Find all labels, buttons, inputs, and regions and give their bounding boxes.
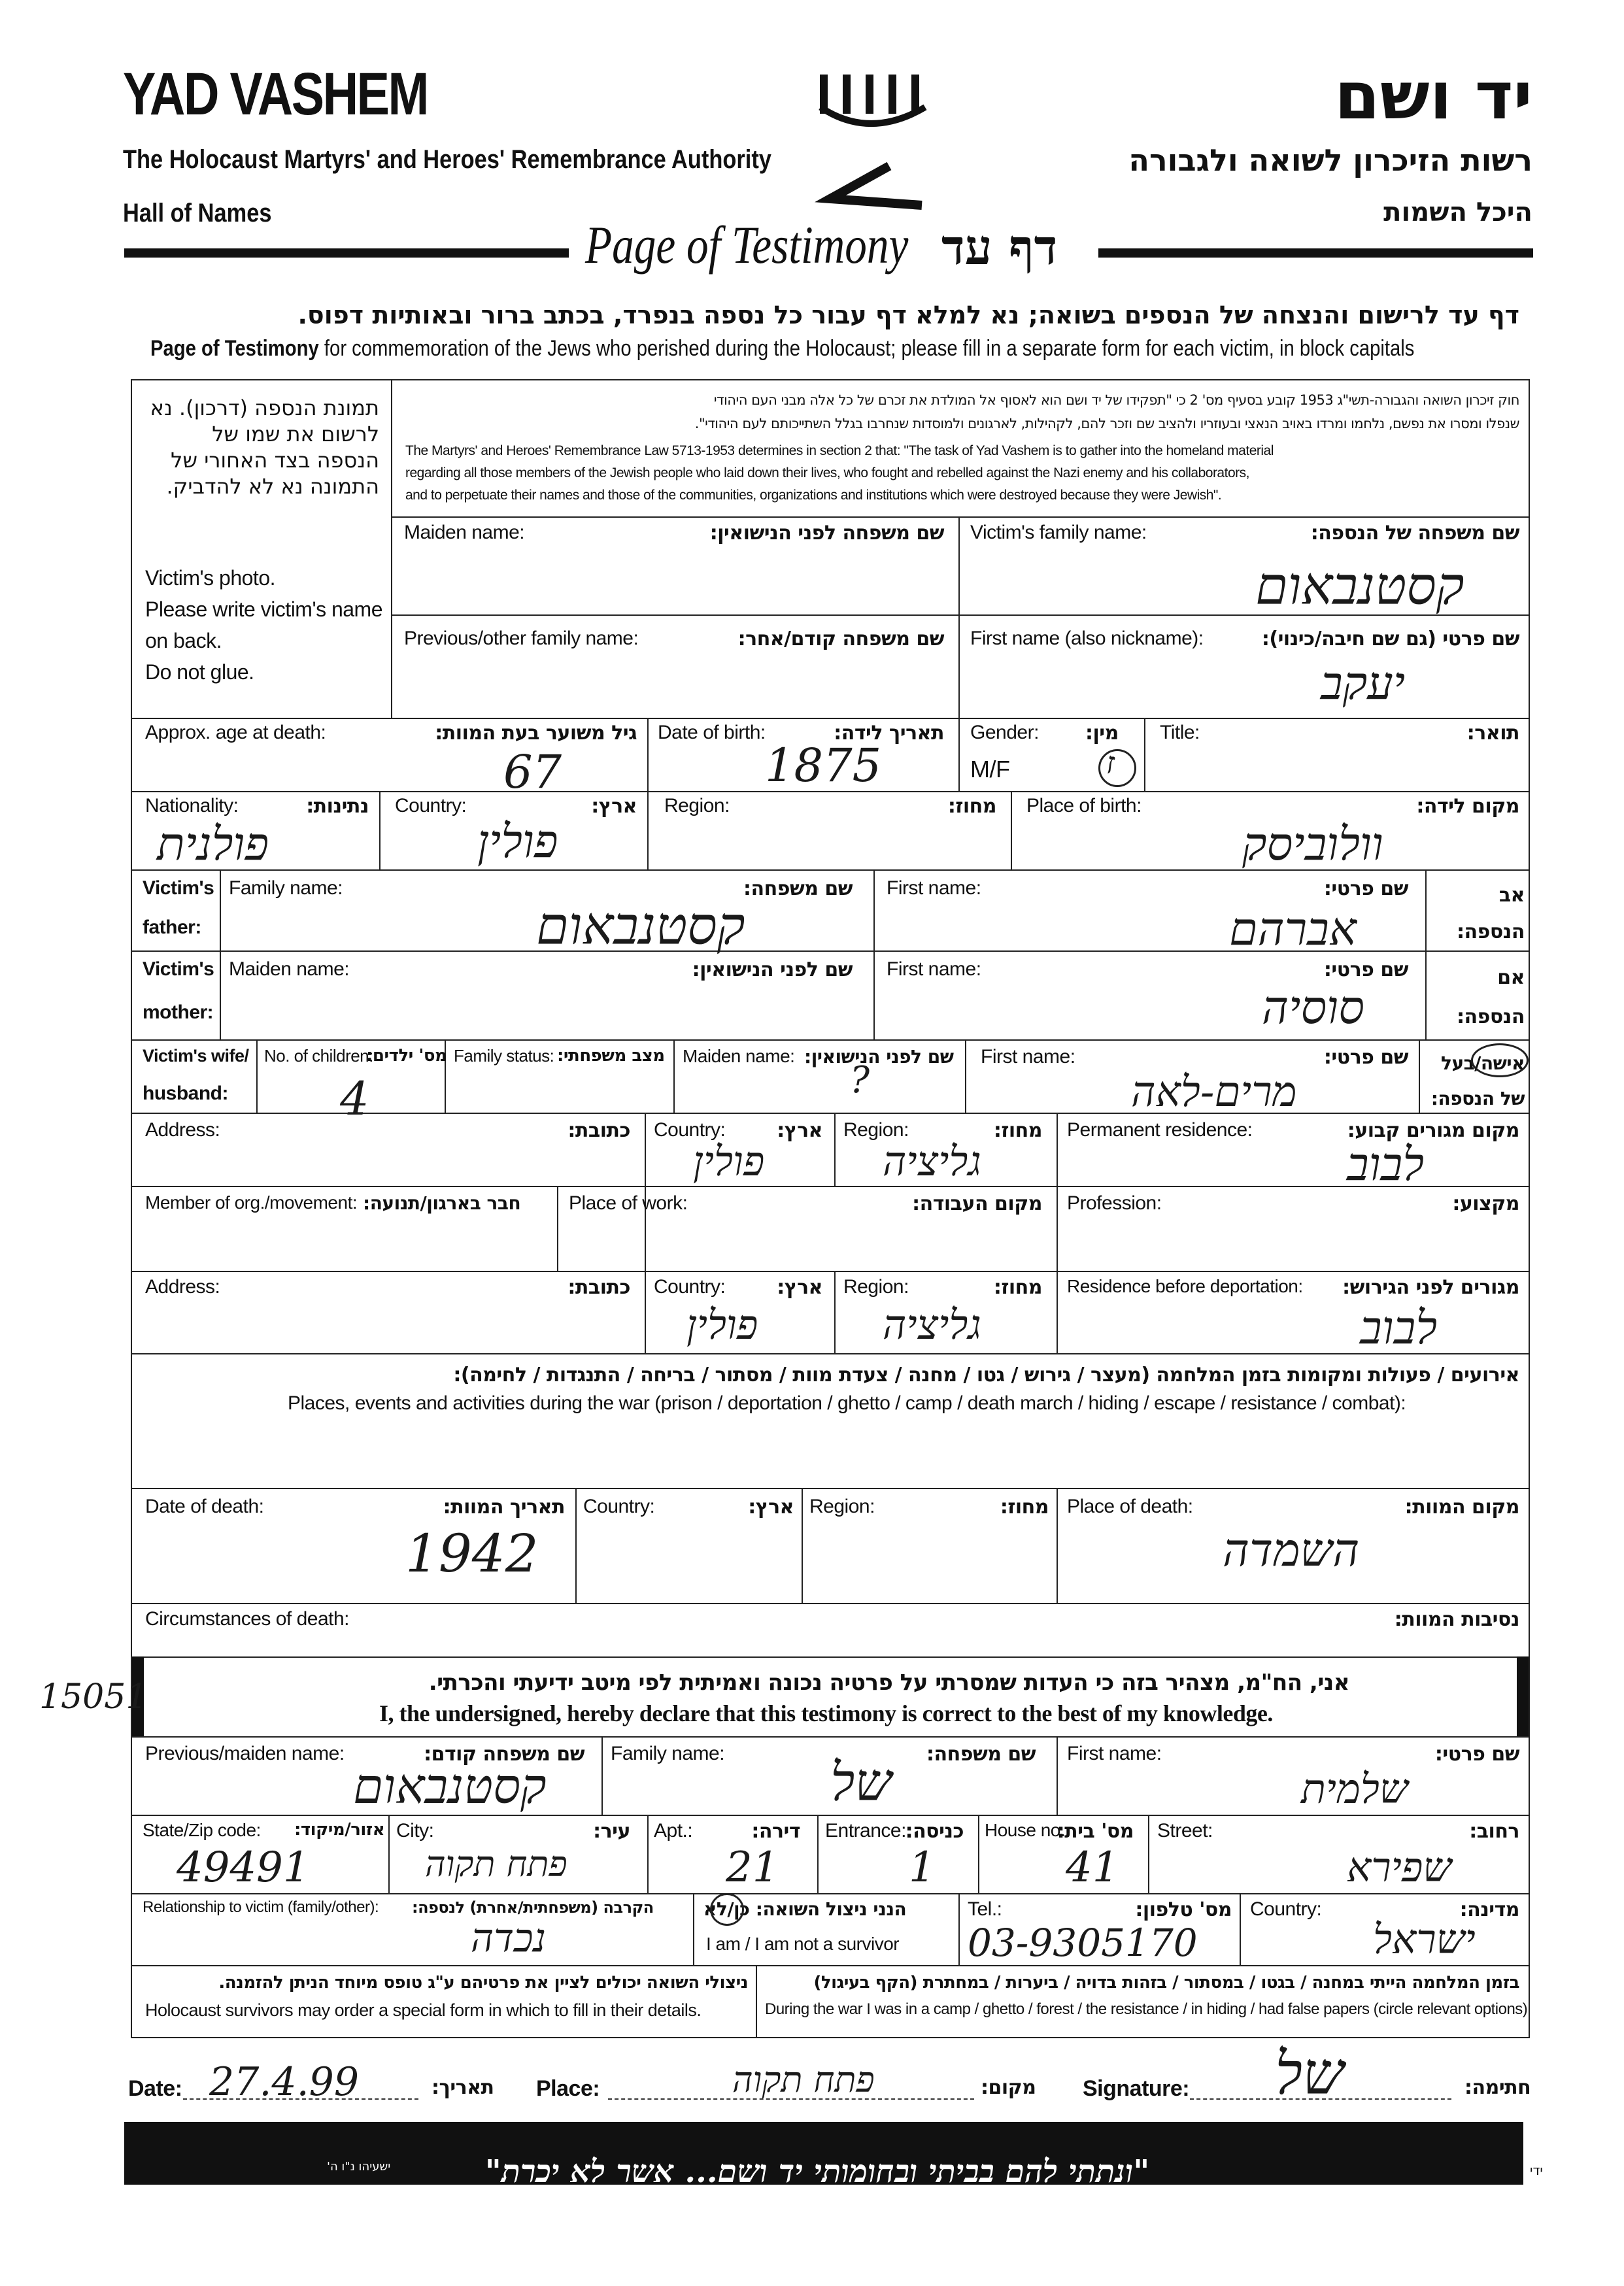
circumstances-label-he: נסיבות המוות: <box>1394 1608 1519 1631</box>
addr-country-label-en: Country: <box>654 1119 726 1141</box>
spouse-label-en-2: husband: <box>143 1083 228 1104</box>
place-of-death: השמדה <box>1223 1523 1360 1577</box>
relationship-label-he: הקרבה (משפחתית/אחרת) לנספה: <box>412 1898 654 1917</box>
father-label-he: אב הנספה: <box>1457 884 1525 943</box>
family-status-label-he: מצב משפחתי: <box>557 1046 665 1066</box>
title-label-he: תואר: <box>1466 722 1519 745</box>
address-country: פולין <box>693 1137 765 1185</box>
sub-prev-label-he: שם משפחה קודם: <box>424 1743 584 1766</box>
children-count: 4 <box>340 1072 369 1126</box>
mother-label-en-1: Victim's <box>143 958 214 980</box>
circumstances-label-en: Circumstances of death: <box>145 1608 349 1630</box>
place-label-en: Place: <box>536 2076 600 2101</box>
footer-quote: "ונתתי להם בביתי ובחומותי יד ושם... אשר לא יכרת" <box>484 2153 1150 2190</box>
org-name-he: יד ושם <box>1334 58 1532 134</box>
victim-place-of-birth: וולוביסק <box>1242 817 1383 871</box>
mother-maiden-label-en: Maiden name: <box>229 958 350 980</box>
prev-family-label-he: שם משפחה קודם/אחר: <box>737 628 944 650</box>
prev-family-label-en: Previous/other family name: <box>404 628 639 649</box>
father-family-label-en: Family name: <box>229 877 343 899</box>
org-name-en: YAD VASHEM <box>123 61 428 127</box>
region-label-he: מחוז: <box>947 795 996 818</box>
signature: של <box>1275 2040 1344 2108</box>
spouse-label-he: אישה/בעל של הנספה: <box>1430 1052 1525 1109</box>
title-bar-right <box>1098 248 1533 258</box>
submitter-country: ישראל <box>1373 1915 1476 1963</box>
dep-region-label-en: Region: <box>843 1276 909 1298</box>
authority-he: רשות הזיכרון לשואה ולגבורה <box>1128 143 1532 178</box>
victim-family-label-en: Victim's family name: <box>970 522 1147 543</box>
declaration-he: אני, הח"מ, מצהיר בזה כי העדות שמסרתי על פרטיה נכונה ואמיתית לפי מיטב ידיעתי והכרתי. <box>428 1670 1349 1696</box>
survivor-label-he: הנני ניצול השואה: כן/לא <box>703 1898 907 1920</box>
dob-label-en: Date of birth: <box>658 722 766 743</box>
page-title-en: Page of Testimony <box>585 215 909 275</box>
submitter-apt: 21 <box>726 1843 779 1892</box>
spouse-label-en-1: Victim's wife/ <box>143 1046 249 1066</box>
member-label-en: Member of org./movement: <box>145 1192 358 1213</box>
city-label-he: עיר: <box>593 1820 630 1843</box>
law-en-2: regarding all those members of the Jewish people who laid down their lives, who fought and rebelled against the Nazi enemy and his collaborators, <box>405 465 1249 480</box>
zip-label-en: State/Zip code: <box>143 1820 261 1840</box>
yad-vashem-logo <box>811 68 941 218</box>
footer-source: ישעיהו נ"ו ה' <box>327 2160 391 2174</box>
maiden-label-en: Maiden name: <box>404 522 525 543</box>
perm-res-label-he: מקום מגורים קבוע: <box>1347 1119 1519 1142</box>
resbefore-label-he: מגורים לפני הגירוש: <box>1342 1276 1519 1299</box>
father-first-label-en: First name: <box>887 877 981 899</box>
first-name-label-he: שם פרטי (גם שם חיבה/כינוי): <box>1261 628 1519 650</box>
title-bar-left <box>124 248 569 258</box>
spouse-circle <box>1471 1043 1529 1077</box>
death-region-label-he: מחוז: <box>1000 1496 1049 1519</box>
law-en-1: The Martyrs' and Heroes' Remembrance Law 5713-1953 determines in section 2 that: "The task of Yad Vashem is to gather into the homeland material <box>405 443 1274 458</box>
sub-family-label-en: Family name: <box>611 1743 725 1764</box>
resbefore-label-en: Residence before deportation: <box>1067 1276 1303 1296</box>
mother-first-label-he: שם פרטי: <box>1323 958 1408 981</box>
during-war-en: During the war I was in a camp / ghetto / forest / the resistance / in hiding / had false papers (circle relevant options) <box>765 2000 1528 2018</box>
children-label-en: No. of children: <box>264 1046 373 1066</box>
street-label-en: Street: <box>1157 1820 1213 1841</box>
submitter-house: 41 <box>1066 1843 1119 1892</box>
sub-country-label-he: מדינה: <box>1459 1898 1519 1921</box>
address2-label-en: Address: <box>145 1276 220 1298</box>
victim-family-label-he: שם משפחה של הנספה: <box>1310 522 1519 545</box>
during-war-he: בזמן המלחמה הייתי במחנה / בגטו / במסתור / בזהות בדויה / ביערות / במחתרת (הקף בעיגול) <box>813 1973 1519 1992</box>
father-first-name: אברהם <box>1229 902 1357 956</box>
submitter-phone: 03-9305170 <box>968 1921 1198 1965</box>
submitter-zip: 49491 <box>177 1843 310 1892</box>
sub-prev-label-en: Previous/maiden name: <box>145 1743 345 1764</box>
family-status-label-en: Family status: <box>454 1046 554 1066</box>
zip-label-he: אזור/מיקוד: <box>294 1820 385 1840</box>
spouse-first-name: מרים-לאה <box>1131 1068 1297 1117</box>
submission-date: 27.4.99 <box>209 2059 360 2105</box>
pod-label-he: מקום המוות: <box>1404 1496 1519 1519</box>
dod-label-he: תאריך המוות: <box>443 1496 565 1519</box>
authority-en: The Holocaust Martyrs' and Heroes' Remembrance Authority <box>123 145 771 174</box>
nationality-label-he: נתינות: <box>306 795 369 818</box>
victim-country: פולין <box>477 815 558 868</box>
age-label-he: גיל משוער בעת המוות: <box>435 722 637 745</box>
intro-en-text: for commemoration of the Jews who perished during the Holocaust; please fill in a separate form for each victim, in block capitals <box>324 336 1415 361</box>
signature-label-en: Signature: <box>1083 2076 1190 2101</box>
sub-first-label-en: First name: <box>1067 1743 1162 1764</box>
victim-dob: 1875 <box>765 739 882 792</box>
hall-he: היכל השמות <box>1383 197 1532 227</box>
submitter-entrance: 1 <box>909 1843 936 1892</box>
dod-label-en: Date of death: <box>145 1496 264 1517</box>
country-label-he: ארץ: <box>591 795 637 818</box>
sub-first-label-he: שם פרטי: <box>1434 1743 1519 1766</box>
father-family-name: קסטנבאום <box>536 896 745 956</box>
victim-family-name: קסטנבאום <box>1255 556 1464 616</box>
submitter-relationship: נכדה <box>471 1915 546 1961</box>
addr-region-label-en: Region: <box>843 1119 909 1141</box>
age-label-en: Approx. age at death: <box>145 722 326 743</box>
pob-label-he: מקום לידה: <box>1416 795 1519 818</box>
mother-first-name: סוסיה <box>1262 981 1364 1034</box>
father-first-label-he: שם פרטי: <box>1323 877 1408 900</box>
spouse-first-label-en: First name: <box>981 1046 1075 1067</box>
intro-en <box>150 336 1414 361</box>
apt-label-he: דירה: <box>751 1820 800 1843</box>
father-label-en-2: father: <box>143 916 201 938</box>
mother-first-label-en: First name: <box>887 958 981 980</box>
mother-label-en-2: mother: <box>143 1001 214 1023</box>
residence-before-deportation: לבוב <box>1360 1301 1438 1354</box>
street-label-he: רחוב: <box>1469 1820 1519 1843</box>
addr-region-label-he: מחוז: <box>993 1119 1042 1142</box>
member-label-he: חבר בארגון/תנועה: <box>363 1192 521 1214</box>
entrance-label-en: Entrance: <box>825 1820 906 1841</box>
sub-family-label-he: שם משפחה: <box>926 1743 1036 1766</box>
photo-en-4: Do not glue. <box>145 660 254 684</box>
mother-maiden-label-he: שם לפני הנישואין: <box>692 958 853 981</box>
region-label-en: Region: <box>664 795 730 816</box>
father-label-en-1: Victim's <box>143 877 214 899</box>
margin-note: 15051 <box>39 1677 148 1717</box>
law-he-2: שנפלו ומסרו את נפשם, נלחמו ומרדו באויב הנאצי ובעוזריו ולהציב שם וזכר להם, לקהילות, לארגונים ולמוסדות שנחרבו בגלל השתייכותם לעם היהודי". <box>694 416 1519 431</box>
submitter-first-name: שלמית <box>1301 1765 1408 1813</box>
dob-label-he: תאריך לידה: <box>834 722 944 745</box>
first-name-label-en: First name (also nickname): <box>970 628 1204 649</box>
submission-place: פתח תקוה <box>732 2059 875 2100</box>
declaration-en: I, the undersigned, hereby declare that this testimony is correct to the best of my knowledge. <box>379 1700 1273 1726</box>
perm-res-label-en: Permanent residence: <box>1067 1119 1253 1141</box>
house-label-en: House no.: <box>985 1820 1070 1840</box>
entrance-label-he: כניסה: <box>905 1820 964 1843</box>
dep-region-label-he: מחוז: <box>993 1276 1042 1299</box>
death-region-label-en: Region: <box>809 1496 875 1517</box>
submitter-previous-name: קסטנבאום <box>353 1758 547 1815</box>
title-label-en: Title: <box>1160 722 1200 743</box>
victim-age: 67 <box>503 745 562 799</box>
pob-label-en: Place of birth: <box>1026 795 1142 816</box>
intro-en-bold: Page of Testimony <box>150 336 319 361</box>
sub-country-label-en: Country: <box>1250 1898 1322 1920</box>
photo-instructions-he: תמונת הנספה (דרכון). נא לרשום את שמו של הנספה בצד האחורי של התמונה נא לא להדביק. <box>150 395 379 499</box>
pod-label-en: Place of death: <box>1067 1496 1193 1517</box>
profession-label-he: מקצוע: <box>1452 1192 1519 1215</box>
relationship-label-en: Relationship to victim (family/other): <box>143 1898 379 1916</box>
events-label-he: אירועים / פעולות ומקומות בזמן המלחמה (מעצר / גירוש / גטו / מחנה / צעדת מוות / מסתור / בריחה / התנגדות / לחימה): <box>453 1364 1519 1387</box>
dep-country-label-he: ארץ: <box>777 1276 822 1299</box>
spouse-maiden-name: ? <box>850 1059 870 1101</box>
date-label-en: Date: <box>128 2076 182 2101</box>
corner-mark: ידי <box>1530 2162 1543 2178</box>
death-country-label-he: ארץ: <box>748 1496 794 1519</box>
address-label-en: Address: <box>145 1119 220 1141</box>
addr-country-label-he: ארץ: <box>777 1119 822 1142</box>
house-label-he: מס' בית: <box>1057 1820 1134 1843</box>
events-label-en: Places, events and activities during the war (prison / deportation / ghetto / camp / death march / hiding / escape / resistance / combat): <box>288 1392 1406 1414</box>
declaration-marker-right <box>1517 1656 1530 1736</box>
photo-en-3: on back. <box>145 629 222 652</box>
spouse-maiden-label-he: שם לפני הנישואין: <box>804 1046 954 1067</box>
submitter-city: פתח תקוה <box>425 1843 567 1885</box>
law-he-1: חוק זיכרון השואה והגבורה-תשי"ג 1953 קובע בסעיף מס' 2 כי "תפקידו של יד ושם הוא לאסוף אל המולדת את זכרם של כל אלה מבני העם היהודי <box>713 392 1519 408</box>
work-label-en: Place of work: <box>569 1192 688 1214</box>
survivor-form-en: Holocaust survivors may order a special form in which to fill in their details. <box>145 2000 702 2020</box>
address2-label-he: כתובת: <box>567 1276 630 1299</box>
tel-label-he: מס' טלפון: <box>1135 1898 1232 1921</box>
victim-first-name: יעקב <box>1321 656 1406 710</box>
submitter-street: שפירא <box>1347 1843 1452 1891</box>
gender-options: M/F <box>970 756 1010 782</box>
death-country-label-en: Country: <box>583 1496 655 1517</box>
maiden-label-he: שם משפחה לפני הנישואין: <box>709 522 944 545</box>
spouse-first-label-he: שם פרטי: <box>1323 1046 1408 1069</box>
gender-label-he: מין: <box>1085 722 1119 745</box>
page-title-he: דף עד <box>941 220 1058 276</box>
tel-label-en: Tel.: <box>968 1898 1002 1920</box>
address-label-he: כתובת: <box>567 1119 630 1142</box>
spouse-maiden-label-en: Maiden name: <box>683 1046 795 1066</box>
law-en-3: and to perpetuate their names and those of the communities, organizations and institutions which were destroyed because they were Jewish". <box>405 488 1222 503</box>
gender-circle <box>1098 749 1136 787</box>
nationality-label-en: Nationality: <box>145 795 239 816</box>
children-label-he: מס' ילדים: <box>366 1046 447 1066</box>
city-label-en: City: <box>396 1820 434 1841</box>
survivor-label-en: I am / I am not a survivor <box>706 1934 900 1954</box>
gender-label-en: Gender: <box>970 722 1039 743</box>
intro-he: דף עד לרישום והנצחה של הנספים בשואה; נא למלא דף עבור כל נספה בנפרד, בכתב ברור ובאותיות דפוס. <box>297 301 1519 329</box>
survivor-form-he: ניצולי השואה יכולים לציין את פרטיהם ע"ג טופס מיוחד הניתן להזמנה. <box>218 1973 748 1992</box>
date-label-he: תאריך: <box>431 2076 494 2099</box>
apt-label-en: Apt.: <box>654 1820 693 1841</box>
submitter-family-name: של <box>830 1752 892 1813</box>
date-of-death: 1942 <box>405 1523 539 1584</box>
country-label-en: Country: <box>395 795 467 816</box>
place-label-he: מקום: <box>981 2076 1036 2099</box>
signature-label-he: חתימה: <box>1464 2076 1531 2099</box>
father-family-label-he: שם משפחה: <box>743 877 853 900</box>
victim-gender: ז <box>1106 745 1115 781</box>
permanent-residence: לבוב <box>1347 1137 1425 1191</box>
photo-en-2: Please write victim's name <box>145 597 382 621</box>
photo-en-1: Victim's photo. <box>145 566 275 590</box>
dep-country-label-en: Country: <box>654 1276 726 1298</box>
work-label-he: מקום העבודה: <box>912 1192 1042 1215</box>
hall-en: Hall of Names <box>123 199 272 227</box>
survivor-circle <box>710 1893 744 1926</box>
mother-label-he: אם הנספה: <box>1457 966 1525 1028</box>
deportation-country: פולין <box>686 1301 758 1349</box>
profession-label-en: Profession: <box>1067 1192 1162 1214</box>
address-region: גליציה <box>883 1137 981 1185</box>
victim-nationality: פולנית <box>157 817 269 871</box>
deportation-region: גליציה <box>883 1301 981 1349</box>
